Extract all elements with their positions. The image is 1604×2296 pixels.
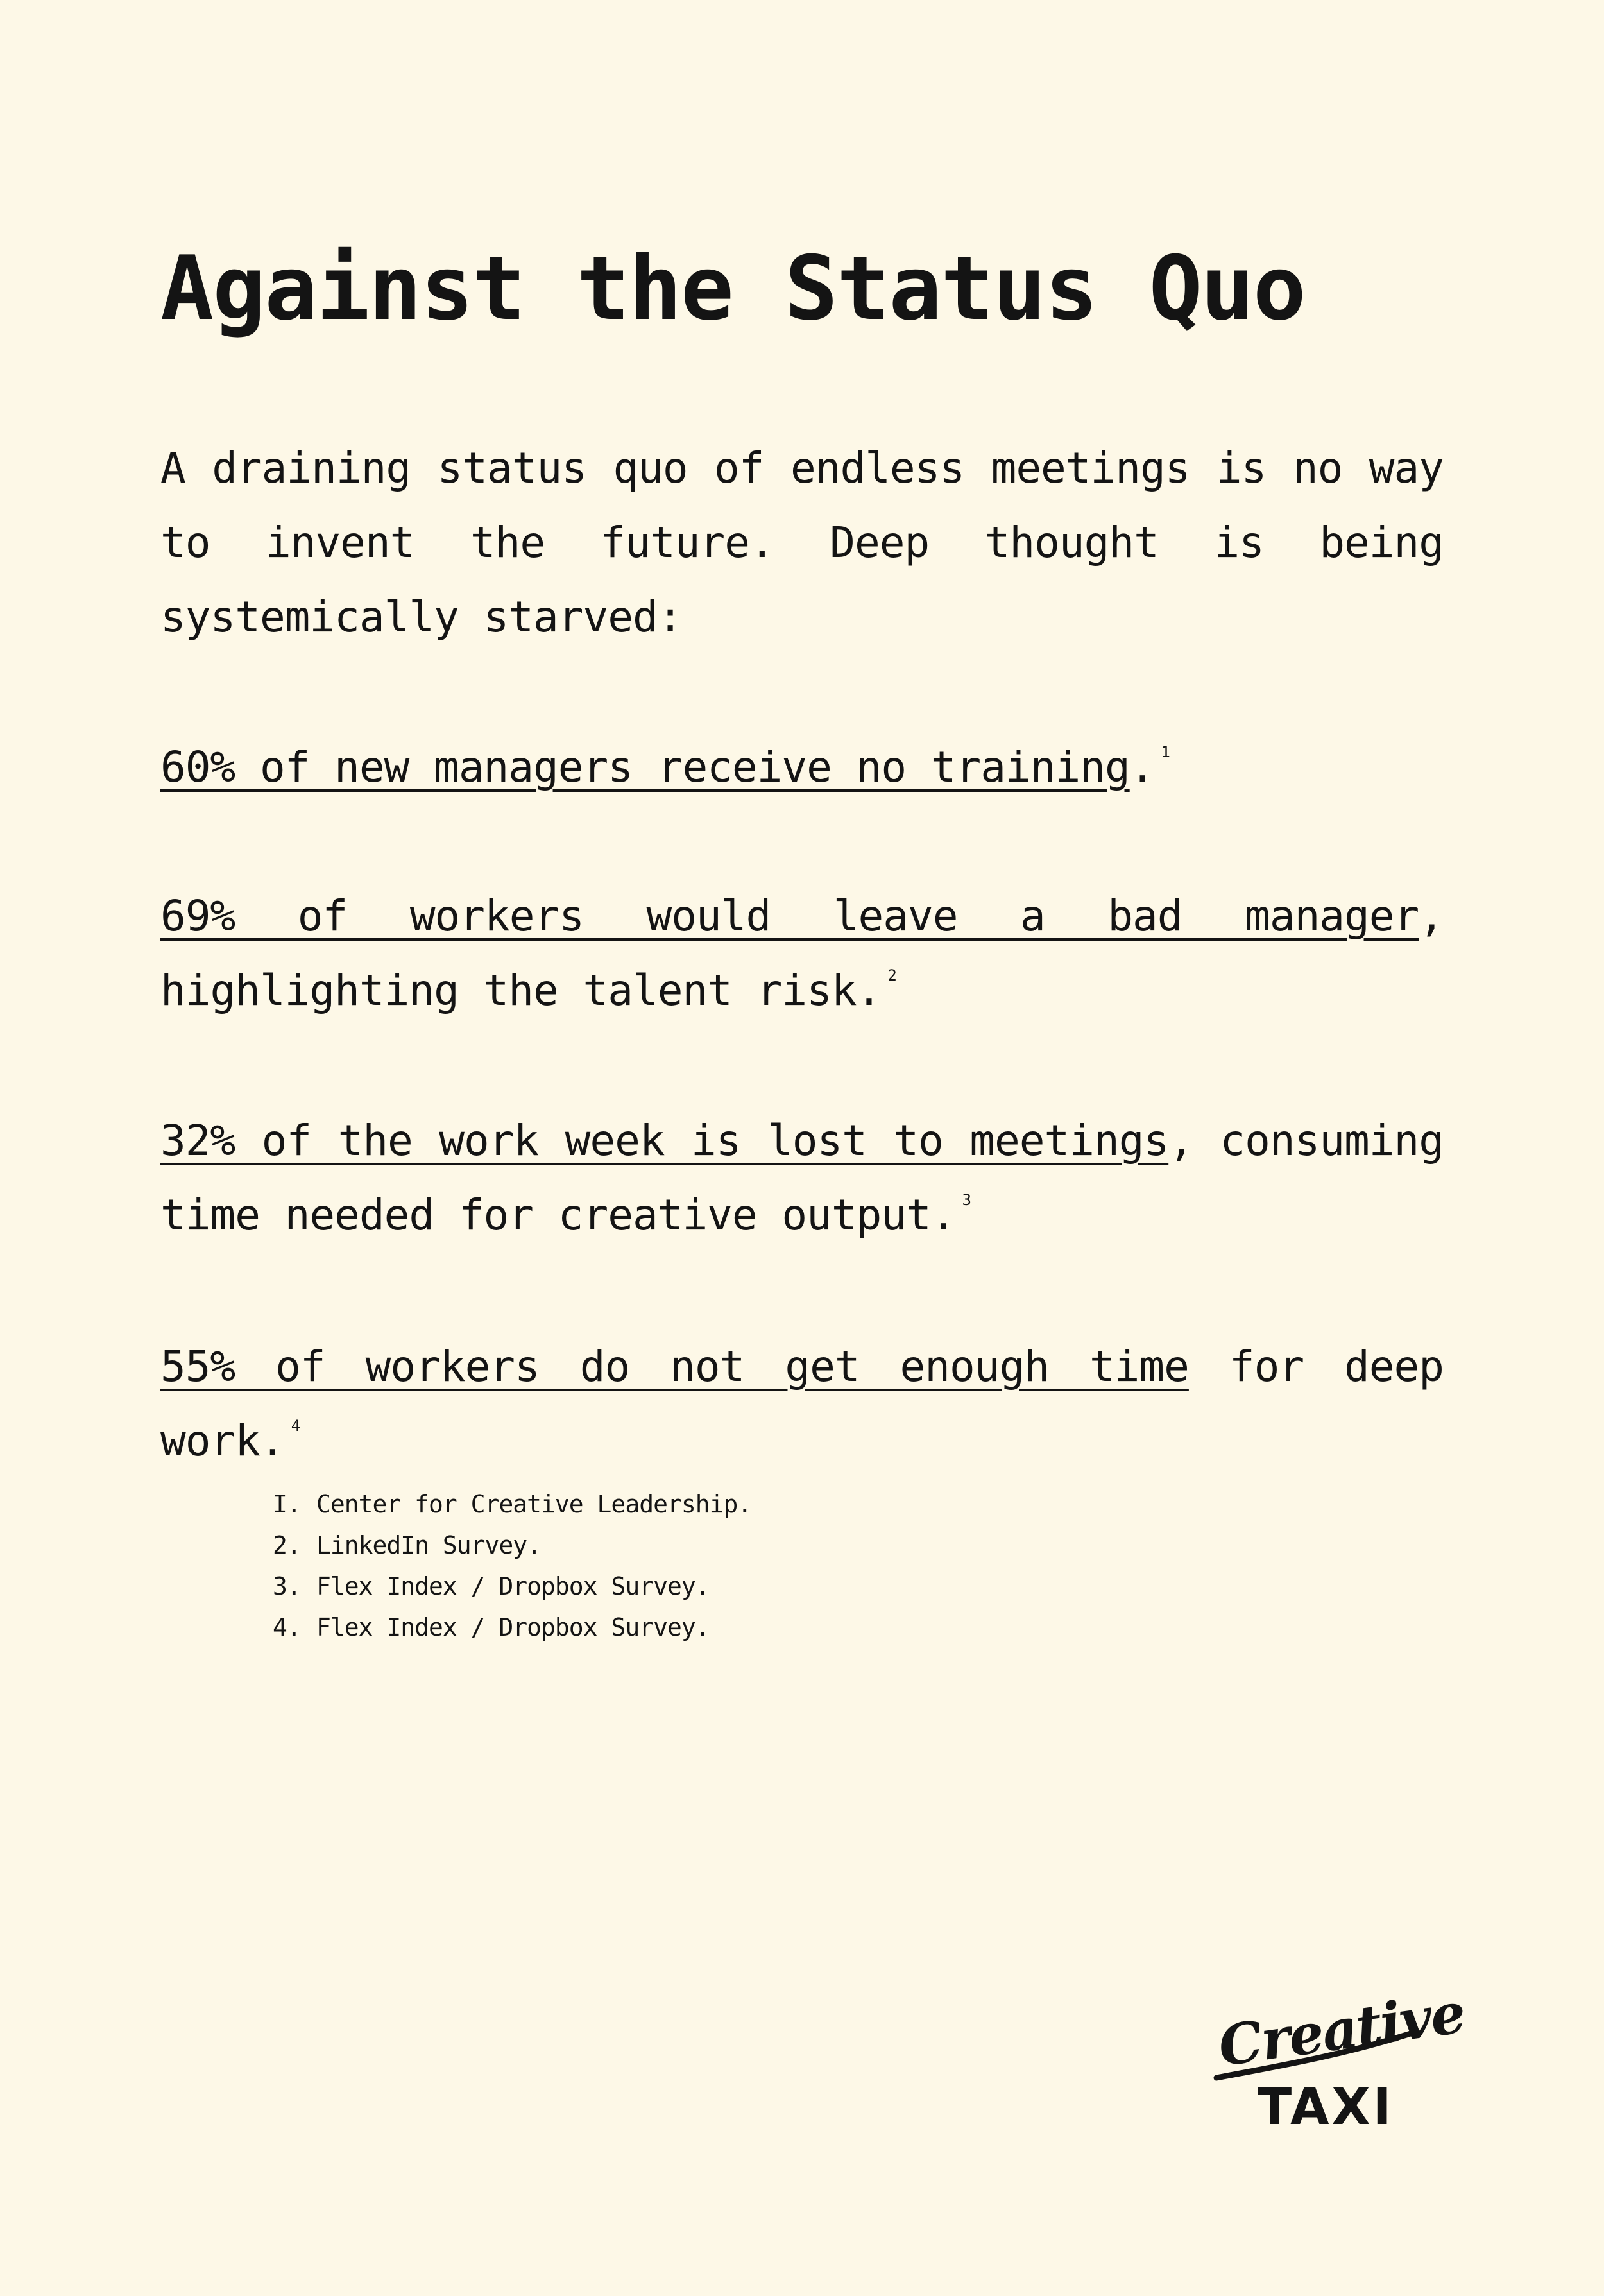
footnote-number: 2. [273, 1531, 301, 1559]
footnote-ref-3: 3 [962, 1191, 971, 1209]
stat-paragraph-2 [160, 879, 1444, 1028]
creative-taxi-logo [1213, 1980, 1469, 2136]
footnote-text: Flex Index / Dropbox Survey. [316, 1572, 710, 1600]
intro-paragraph: A draining status quo of endless meetings is no way to invent the future. Deep thought is being systemically starved: [160, 443, 1444, 642]
stat-text-1: . [1129, 742, 1155, 792]
footnote-text: Flex Index / Dropbox Survey. [316, 1613, 710, 1641]
footnotes-list [273, 1484, 751, 1648]
footnote-number: 3. [273, 1572, 301, 1600]
footnote-number: 4. [273, 1613, 301, 1641]
stat-text-3: , consuming time needed for creative output. [160, 1116, 1444, 1240]
stat-text-2: , highlighting the talent risk. [160, 891, 1444, 1015]
footnote-ref-4: 4 [291, 1417, 300, 1435]
footnote-number: I. [273, 1490, 301, 1518]
stat-highlight-3: 32% of the work week is lost to meetings [160, 1116, 1169, 1165]
stat-paragraph-1 [160, 730, 1444, 805]
footnote-ref-1: 1 [1161, 743, 1170, 761]
footnote-item [273, 1525, 751, 1566]
logo-script-text: Creative [1215, 1980, 1469, 2080]
footnote-ref-2: 2 [887, 966, 896, 984]
footnote-item [273, 1607, 751, 1648]
footnote-item [273, 1566, 751, 1607]
stat-highlight-2: 69% of workers would leave a bad manager [160, 891, 1419, 941]
stat-paragraph-3 [160, 1104, 1444, 1253]
stat-paragraph-4 [160, 1330, 1444, 1478]
stat-text-4: for deep work. [160, 1342, 1444, 1466]
page-title: Against the Status Quo [160, 237, 1305, 340]
logo-taxi-text: TAXI [1258, 2078, 1394, 2136]
stat-highlight-1: 60% of new managers receive no training [160, 742, 1130, 792]
footnote-item [273, 1484, 751, 1525]
footnote-text: Center for Creative Leadership. [316, 1490, 752, 1518]
stat-highlight-4: 55% of workers do not get enough time [160, 1342, 1189, 1391]
footnote-text: LinkedIn Survey. [316, 1531, 542, 1559]
